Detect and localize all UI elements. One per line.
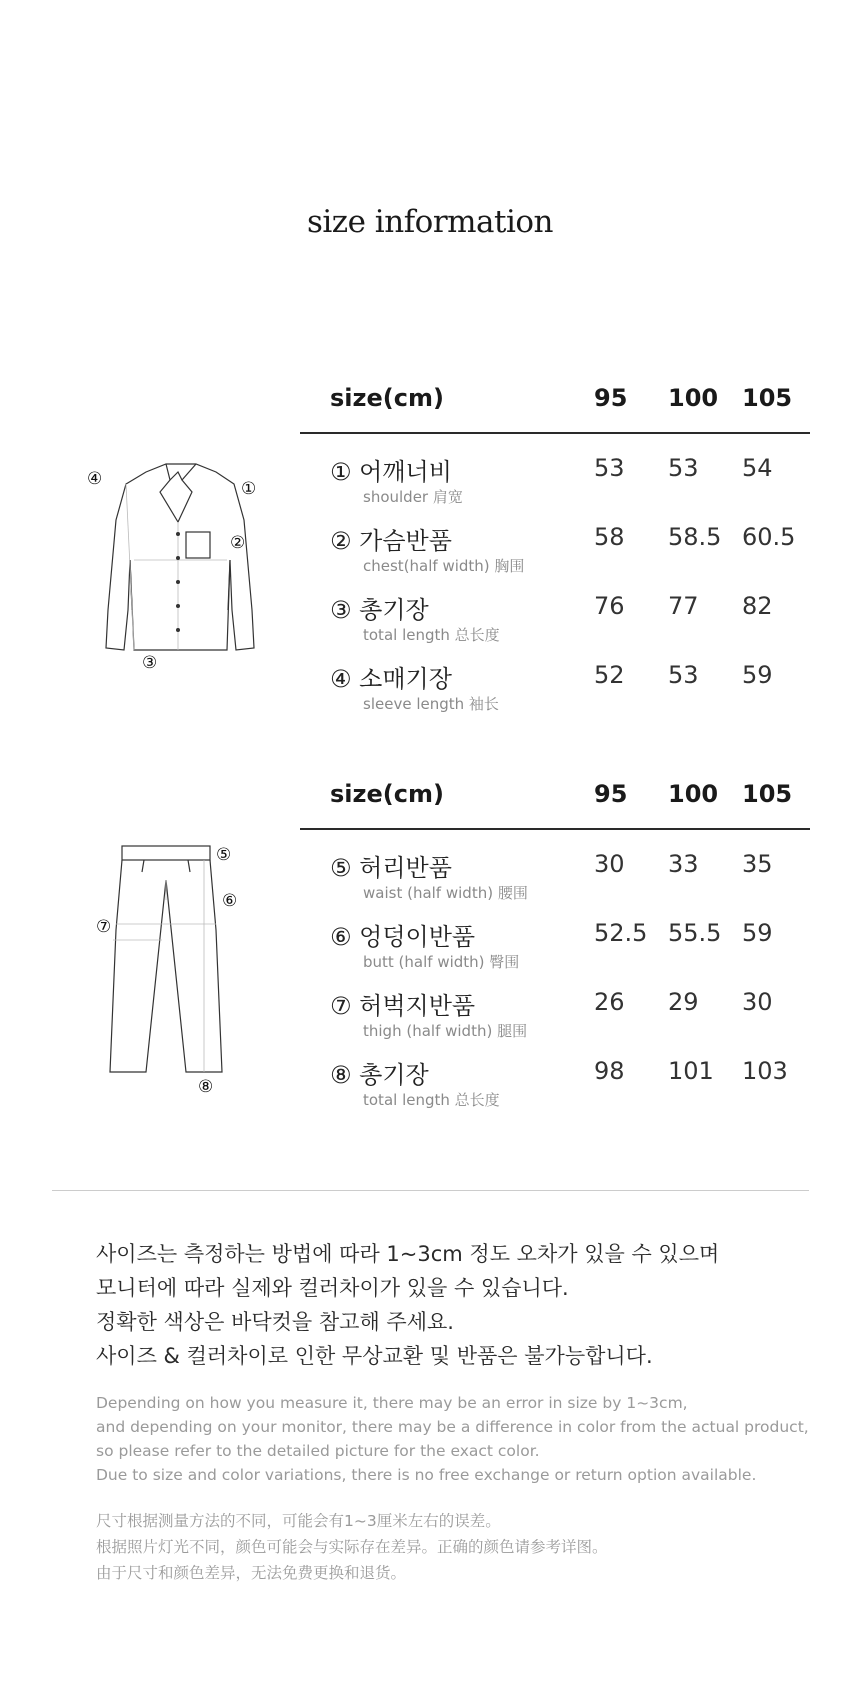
value-105: 82 bbox=[742, 592, 773, 620]
measure-subtitle: total length 总长度 bbox=[363, 1091, 500, 1109]
table-row bbox=[300, 649, 810, 718]
value-105: 54 bbox=[742, 454, 773, 482]
value-100: 53 bbox=[668, 454, 699, 482]
marker-7: ⑦ bbox=[96, 917, 112, 937]
chinese-notes bbox=[96, 1508, 608, 1586]
size-100-header: 100 bbox=[668, 780, 719, 808]
measure-subtitle: thigh (half width) 腿围 bbox=[363, 1022, 528, 1040]
measure-subtitle: waist (half width) 腰围 bbox=[363, 884, 528, 902]
size-105-header: 105 bbox=[742, 384, 793, 412]
measure-subtitle: shoulder 肩宽 bbox=[363, 488, 463, 506]
table-row bbox=[300, 580, 810, 649]
marker-5: ⑤ bbox=[216, 845, 232, 865]
table-row bbox=[300, 511, 810, 580]
marker-2: ② bbox=[230, 533, 246, 553]
value-95: 52.5 bbox=[594, 919, 648, 947]
value-105: 30 bbox=[742, 988, 773, 1016]
english-notes bbox=[96, 1391, 809, 1487]
top-size-table bbox=[300, 372, 810, 718]
value-105: 59 bbox=[742, 919, 773, 947]
note-line: so please refer to the detailed picture for the exact color. bbox=[96, 1442, 540, 1460]
marker-6: ⑥ bbox=[222, 891, 238, 911]
measure-name: ⑦ 허벅지반품 bbox=[330, 992, 476, 1020]
bottom-size-table bbox=[300, 768, 810, 1114]
measure-name: ③ 총기장 bbox=[330, 596, 429, 624]
size-95-header: 95 bbox=[594, 384, 628, 412]
note-line: 根据照片灯光不同，颜色可能会与实际存在差异。正确的颜色请参考详图。 bbox=[96, 1538, 608, 1556]
measure-name: ① 어깨너비 bbox=[330, 458, 452, 486]
value-95: 30 bbox=[594, 850, 625, 878]
table-row bbox=[300, 442, 810, 511]
shirt-diagram bbox=[86, 460, 266, 670]
marker-4: ④ bbox=[87, 469, 103, 489]
value-100: 33 bbox=[668, 850, 699, 878]
measure-name: ④ 소매기장 bbox=[330, 665, 452, 693]
size-unit-label: size(cm) bbox=[330, 384, 444, 412]
measure-name: ⑤ 허리반품 bbox=[330, 854, 452, 882]
table-row bbox=[300, 907, 810, 976]
marker-3: ③ bbox=[142, 653, 158, 670]
note-line: 由于尺寸和颜色差异，无法免费更换和退货。 bbox=[96, 1564, 407, 1582]
marker-1: ① bbox=[241, 479, 257, 499]
pants-diagram bbox=[92, 840, 252, 1100]
measure-subtitle: total length 总长度 bbox=[363, 626, 500, 644]
value-100: 53 bbox=[668, 661, 699, 689]
note-line: Depending on how you measure it, there may be an error in size by 1~3cm, bbox=[96, 1394, 688, 1412]
marker-8: ⑧ bbox=[198, 1077, 214, 1097]
measure-name: ⑥ 엉덩이반품 bbox=[330, 923, 476, 951]
note-line: 정확한 색상은 바닥컷을 참고해 주세요. bbox=[96, 1310, 454, 1334]
value-95: 53 bbox=[594, 454, 625, 482]
note-line: Due to size and color variations, there is no free exchange or return option available. bbox=[96, 1466, 757, 1484]
table-row bbox=[300, 1045, 810, 1114]
measure-subtitle: sleeve length 袖长 bbox=[363, 695, 499, 713]
table-header bbox=[300, 372, 810, 434]
value-95: 26 bbox=[594, 988, 625, 1016]
page-title: size information bbox=[306, 204, 554, 240]
value-105: 103 bbox=[742, 1057, 788, 1085]
note-line: and depending on your monitor, there may be a difference in color from the actual product, bbox=[96, 1418, 809, 1436]
value-100: 101 bbox=[668, 1057, 714, 1085]
size-95-header: 95 bbox=[594, 780, 628, 808]
measure-name: ② 가슴반품 bbox=[330, 527, 452, 555]
table-row bbox=[300, 838, 810, 907]
korean-notes bbox=[96, 1237, 719, 1373]
value-105: 60.5 bbox=[742, 523, 796, 551]
measure-name: ⑧ 총기장 bbox=[330, 1061, 429, 1089]
note-line: 사이즈는 측정하는 방법에 따라 1~3cm 정도 오차가 있을 수 있으며 bbox=[96, 1242, 720, 1266]
value-95: 76 bbox=[594, 592, 625, 620]
table-header bbox=[300, 768, 810, 830]
value-100: 58.5 bbox=[668, 523, 722, 551]
note-line: 사이즈 & 컬러차이로 인한 무상교환 및 반품은 불가능합니다. bbox=[96, 1344, 653, 1368]
value-95: 98 bbox=[594, 1057, 625, 1085]
size-unit-label: size(cm) bbox=[330, 780, 444, 808]
value-100: 55.5 bbox=[668, 919, 722, 947]
measure-subtitle: butt (half width) 臀围 bbox=[363, 953, 520, 971]
value-95: 52 bbox=[594, 661, 625, 689]
value-105: 59 bbox=[742, 661, 773, 689]
note-line: 모니터에 따라 실제와 컬러차이가 있을 수 있습니다. bbox=[96, 1276, 569, 1300]
value-100: 77 bbox=[668, 592, 699, 620]
section-divider bbox=[52, 1190, 809, 1191]
value-95: 58 bbox=[594, 523, 625, 551]
measure-subtitle: chest(half width) 胸围 bbox=[363, 557, 525, 575]
value-105: 35 bbox=[742, 850, 773, 878]
note-line: 尺寸根据测量方法的不同，可能会有1~3厘米左右的误差。 bbox=[96, 1512, 501, 1530]
size-100-header: 100 bbox=[668, 384, 719, 412]
size-105-header: 105 bbox=[742, 780, 793, 808]
table-row bbox=[300, 976, 810, 1045]
value-100: 29 bbox=[668, 988, 699, 1016]
